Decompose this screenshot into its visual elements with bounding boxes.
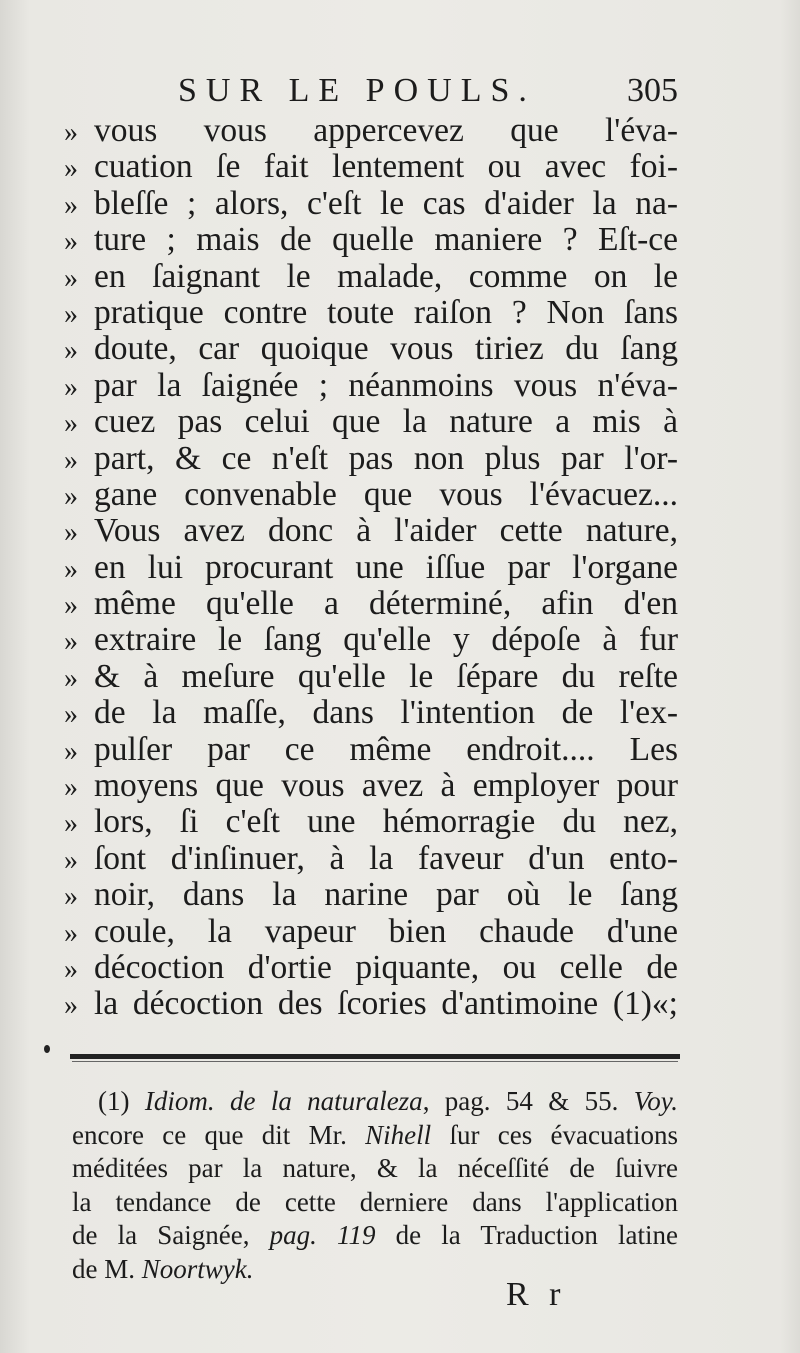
footnote-reference: Idiom. de la naturaleza [144,1086,423,1116]
line-text: vous vous appercevez que l'éva- [94,112,678,149]
line-text: coule, la vapeur bien chaude d'une [94,912,678,950]
page-number: 305 [627,72,678,109]
quotation-mark: » [64,626,78,658]
footnote-line [72,1120,678,1154]
quotation-mark: » [64,262,78,294]
text-line [64,731,678,767]
text-line [64,585,678,621]
line-text: gane convenable que vous l'évacuez... [94,475,678,513]
text-line [64,985,678,1021]
line-text: Vous avez donc à l'aider cette nature, [94,512,678,550]
footnote-pages: , pag. 54 & 55. [422,1086,619,1116]
text-line [64,294,678,330]
text-line [64,112,678,148]
footnote-text: de la Saignée, [72,1220,270,1250]
line-text: lors, ſi c'eſt une hémorragie du nez, [94,803,678,841]
line-text: extraire le ſang qu'elle y dépoſe à fur [94,621,678,659]
footnote-text: de M. [72,1253,142,1284]
line-text: & à meſure qu'elle le ſépare du reſte [94,657,678,695]
line-text: moyens que vous avez à employer pour [94,767,678,805]
footnote-rule [70,1054,680,1059]
text-line [64,913,678,949]
footnote-rule-thin [72,1061,678,1062]
quotation-mark: » [64,990,78,1022]
quotation-mark: » [64,590,78,622]
quotation-mark: » [64,517,78,549]
text-line [64,803,678,839]
quotation-mark: » [64,844,78,876]
body-text [64,112,678,1022]
footnote-line [72,1254,678,1288]
ink-dot [44,1045,50,1053]
footnote-line: la tendance de cette derniere dans l'application [72,1186,678,1217]
line-text: ture ; mais de quelle maniere ? Eſt-ce [94,221,678,259]
text-line [64,476,678,512]
text-line [64,330,678,366]
line-text: par la ſaignée ; néanmoins vous n'éva- [94,366,678,404]
quotation-mark: » [64,553,78,585]
text-line [64,221,678,257]
quotation-mark: » [64,298,78,330]
line-text: doute, car quoique vous tiriez du ſang [94,330,678,368]
footnote-page-ref: pag. 119 [269,1220,376,1250]
footnote-text: ſur ces évacuations [431,1119,678,1150]
footnote [72,1086,678,1287]
text-line [64,549,678,585]
quotation-mark: » [64,735,78,767]
quotation-mark: » [64,189,78,221]
text-line [64,148,678,184]
text-line [64,440,678,476]
quotation-mark: » [64,881,78,913]
footnote-marker: (1) [98,1086,130,1116]
line-text: noir, dans la narine par où le ſang [94,876,678,914]
footnote-author: Nihell [365,1119,432,1150]
page-header [178,70,678,116]
text-line [64,876,678,912]
text-line [64,694,678,730]
line-text: pulſer par ce même endroit.... Les [94,730,678,768]
quotation-mark: » [64,117,78,148]
quotation-mark: » [64,917,78,949]
line-text: cuation ſe fait lentement ou avec foi- [94,148,678,186]
text-line [64,258,678,294]
quotation-mark: » [64,480,78,512]
footnote-text: de la Traduction latine [375,1220,678,1250]
quotation-mark: » [64,153,78,185]
signature-mark: R r [506,1276,567,1313]
quotation-mark: » [64,408,78,440]
text-line [64,185,678,221]
footnote-voy: Voy. [633,1086,678,1116]
quotation-mark: » [64,444,78,476]
line-text: cuez pas celui que la nature a mis à [94,403,678,441]
line-text: part, & ce n'eſt pas non plus par l'or- [94,439,678,477]
quotation-mark: » [64,226,78,258]
text-line [64,840,678,876]
quotation-mark: » [64,699,78,731]
quotation-mark: » [64,953,78,985]
text-line [64,367,678,403]
quotation-mark: » [64,808,78,840]
line-text: en ſaignant le malade, comme on le [94,257,678,295]
quotation-mark: » [64,772,78,804]
line-text: en lui procurant une iſſue par l'organe [94,548,678,586]
text-line [64,403,678,439]
line-text: pratique contre toute raiſon ? Non ſans [94,293,678,331]
text-line [64,658,678,694]
line-text: ſont d'inſinuer, à la faveur d'un ento- [94,839,678,877]
footnote-translator: Noortwyk. [141,1253,254,1284]
text-line [64,767,678,803]
text-line [64,949,678,985]
line-text: la décoction des ſcories d'antimoine (1)«; [94,985,678,1023]
line-text: de la maſſe, dans l'intention de l'ex- [94,694,678,732]
quotation-mark: » [64,335,78,367]
line-text: même qu'elle a déterminé, afin d'en [94,585,678,623]
running-head: SUR LE POULS. [178,72,536,109]
footnote-line [72,1086,678,1120]
text-line [64,512,678,548]
line-text: décoction d'ortie piquante, ou celle de [94,948,678,986]
footnote-line: méditées par la nature, & la néceſſité de ſuivre [72,1153,678,1183]
quotation-mark: » [64,662,78,694]
quotation-mark: » [64,371,78,403]
footnote-text: encore ce que dit Mr. [72,1119,366,1150]
line-text: bleſſe ; alors, c'eſt le cas d'aider la na- [94,184,678,222]
text-line [64,621,678,657]
footnote-line [72,1220,678,1254]
